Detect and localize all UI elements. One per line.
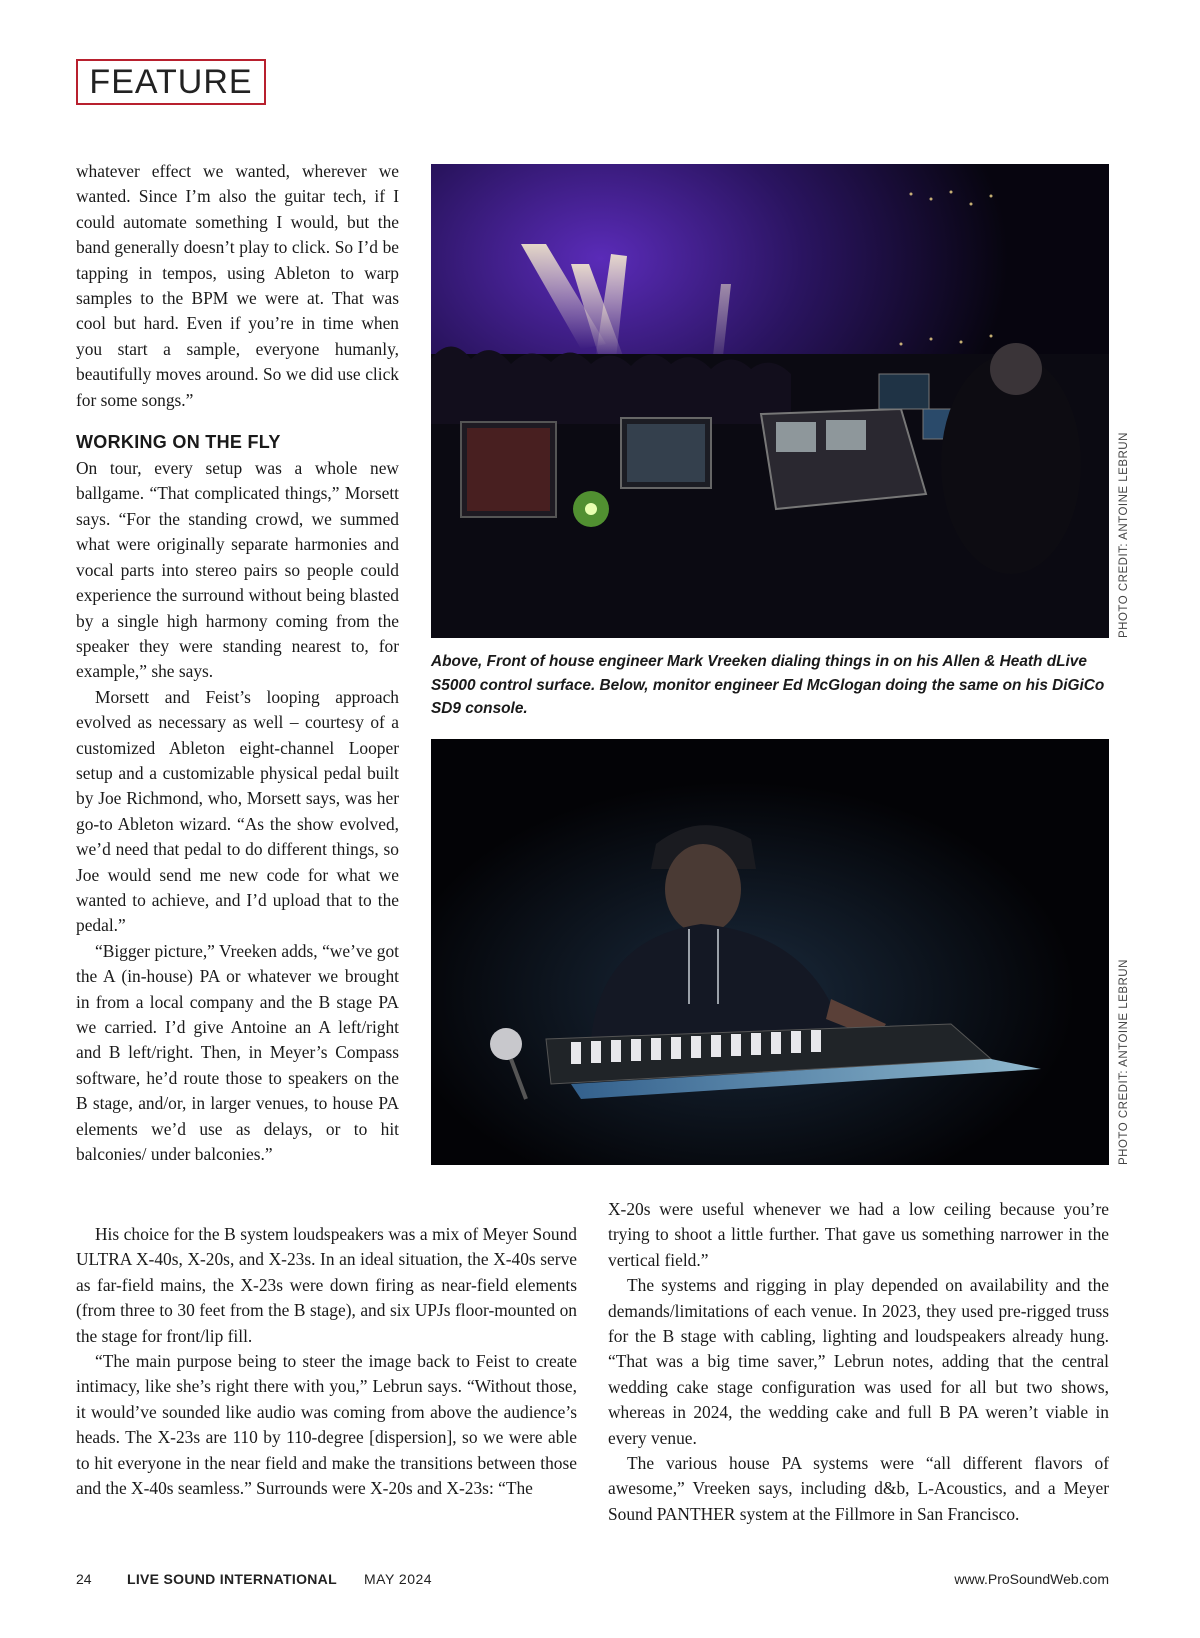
photo-credit: PHOTO CREDIT: ANTOINE LEBRUN [1118, 959, 1130, 1165]
paragraph: The various house PA systems were “all different flavors of awesome,” Vreeken says, including d&b, L-Acoustics, and a Meyer Sound PANTHER system at the Fillmore in San Francisco. [608, 1453, 1109, 1524]
paragraph: His choice for the B system loudspeakers was a mix of Meyer Sound ULTRA X-40s, X-20s, and X-23s. In an ideal situation, the X-40s serve as far-field mains, the X-23s were down firing as near-field elements (from three to 30 feet from the B stage), and six UPJs floor-mounted on the stage for front/lip fill. [76, 1224, 577, 1346]
website-url: www.ProSoundWeb.com [954, 1571, 1109, 1587]
paragraph: whatever effect we wanted, wherever we wanted. Since I’m also the guitar tech, if I could automate something I would, but the band generally doesn’t play to click. So I’d be tapping in tempos, using Ableton to warp samples to the BPM we were at. That was cool but hard. Even if you’re in time when you start a sample, everyone humanly, beautifully moves around. So we did use click for some songs.” [76, 161, 399, 410]
paragraph: X-20s were useful whenever we had a low ceiling because you’re trying to shoot a little further. That gave us something narrower in the vertical field.” [608, 1199, 1109, 1270]
article-column-bottom-right [608, 1197, 1109, 1527]
article-column-left [76, 159, 399, 1167]
paragraph: “Bigger picture,” Vreeken adds, “we’ve got the A (in-house) PA or whatever we brought in from a local company and the B stage PA we carried. I’d give Antoine an A left/right and B left/right. Then, in Meyer’s Compass software, he’d route those to speakers on the B stage, and/or, in larger venues, to house PA elements we’d use as delays, or to hit balconies/ under balconies.” [76, 940, 399, 1165]
magazine-name: LIVE SOUND INTERNATIONAL [127, 1571, 337, 1587]
issue-date: MAY 2024 [364, 1571, 433, 1587]
article-column-bottom-left [76, 1222, 577, 1501]
section-tag: FEATURE [76, 59, 266, 105]
paragraph: On tour, every setup was a whole new ballgame. “That complicated things,” Morsett says. “For the standing crowd, we summed what were originally separate harmonies and vocal parts into stereo pairs so people could experience the surround without being blasted by a single high harmony coming from the speaker they were standing nearest to, for example,” she says. [76, 458, 399, 682]
section-heading: WORKING ON THE FLY [76, 432, 281, 453]
paragraph: Morsett and Feist’s looping approach evolved as necessary as well – courtesy of a customized Ableton eight-channel Looper setup and a customizable physical pedal built by Joe Richmond, who, Morsett says, was her go-to Ableton wizard. “As the show evolved, we’d need that pedal to do different things, so Joe would send me new code for what we wanted to achieve, and I’d upload that to the pedal.” [76, 686, 399, 936]
photo-caption: Above, Front of house engineer Mark Vreeken dialing things in on his Allen & Heath dLive S5000 control surface. Below, monitor engineer Ed McGlogan doing the same on his DiGiCo SD9 console. [431, 653, 1105, 717]
page-number: 24 [76, 1571, 92, 1587]
paragraph: The systems and rigging in play depended on availability and the demands/limitations of each venue. In 2023, they used pre-rigged truss for the B stage with cabling, lighting and loudspeakers already hung. “That was a big time saver,” Lebrun notes, adding that the central wedding cake stage configuration was used for all but two shows, whereas in 2024, the wedding cake and full B PA weren’t viable in every venue. [608, 1275, 1109, 1448]
page-footer [76, 1571, 1109, 1591]
paragraph: “The main purpose being to steer the image back to Feist to create intimacy, like she’s right there with you,” Lebrun says. “Without those, it would’ve sounded like audio was coming from above the audience’s heads. The X-23s are 110 by 110-degree [dispersion], so we were able to hit everyone in the near field and make the transitions between those and the X-40s seamless.” Surrounds were X-20s and X-23s: “The [76, 1351, 577, 1499]
foh-console-photo [431, 164, 1109, 638]
monitor-console-photo [431, 739, 1109, 1165]
photo-credit: PHOTO CREDIT: ANTOINE LEBRUN [1118, 432, 1130, 638]
